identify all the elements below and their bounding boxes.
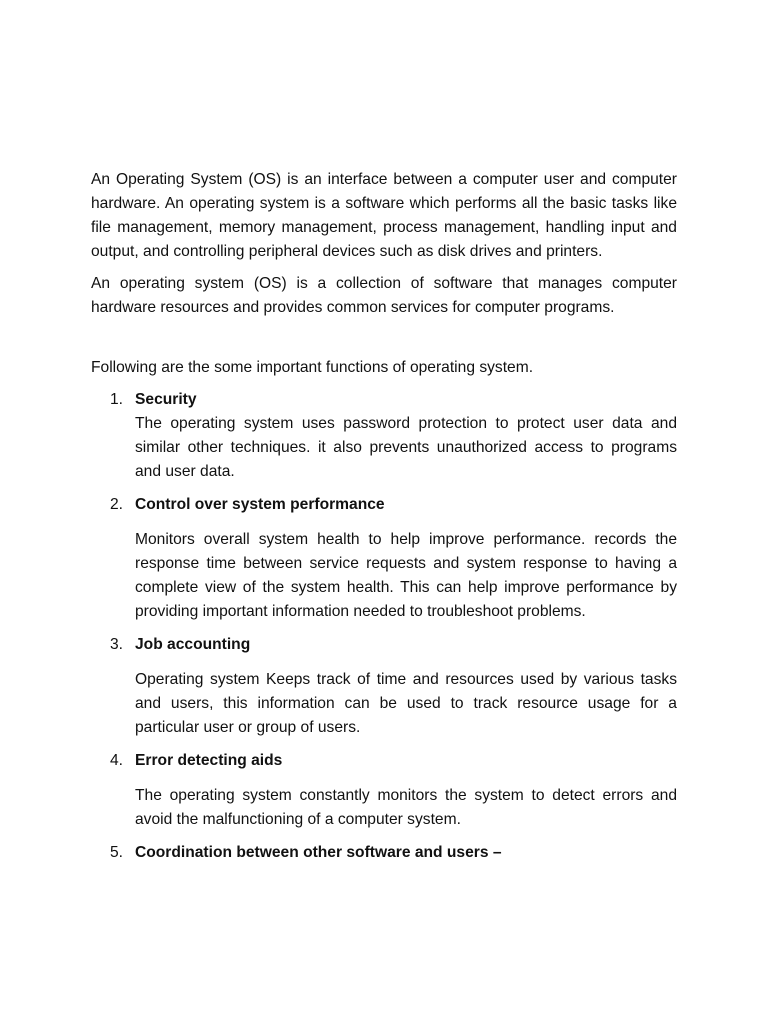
intro-paragraph-2: An operating system (OS) is a collection of software that manages computer hardware resources and provides common services for computer programs. [91, 275, 677, 316]
list-item-description: The operating system constantly monitors the system to detect errors and avoid the malfunctioning of a computer system. [135, 787, 677, 828]
list-item-title: Error detecting aids [135, 752, 283, 769]
list-item-number: 1. [110, 391, 124, 408]
functions-list [91, 388, 677, 865]
list-item-security [91, 388, 677, 484]
list-item-title: Security [135, 391, 197, 408]
list-item-control-over-system-performance [91, 493, 677, 624]
list-item-number: 5. [110, 844, 124, 861]
list-item-number: 2. [110, 496, 124, 513]
list-item-description: Operating system Keeps track of time and resources used by various tasks and users, this information can be used to track resource usage for a particular user or group of users. [135, 671, 677, 736]
list-item-title: Coordination between other software and users – [135, 844, 502, 861]
document-page [91, 168, 677, 874]
list-item-job-accounting [91, 633, 677, 740]
list-item-number: 4. [110, 752, 124, 769]
list-item-title: Control over system performance [135, 496, 385, 513]
list-item-title: Job accounting [135, 636, 251, 653]
list-item-error-detecting-aids [91, 749, 677, 832]
list-item-number: 3. [110, 636, 124, 653]
paragraph-spacer [91, 328, 677, 356]
intro-paragraph-1: An Operating System (OS) is an interface between a computer user and computer hardware. An operating system is a software which performs all the basic tasks like file management, memory management, process management, handling input and output, and controlling peripheral devices such as disk drives and printers. [91, 171, 677, 260]
list-item-coordination [91, 841, 677, 865]
list-item-description: Monitors overall system health to help improve performance. records the response time between service requests and system response to having a complete view of the system health. This can help improve performance by providing important information needed to troubleshoot problems. [135, 531, 677, 620]
functions-intro: Following are the some important functions of operating system. [91, 359, 534, 376]
list-item-description: The operating system uses password protection to protect user data and similar other techniques. it also prevents unauthorized access to programs and user data. [135, 415, 677, 480]
